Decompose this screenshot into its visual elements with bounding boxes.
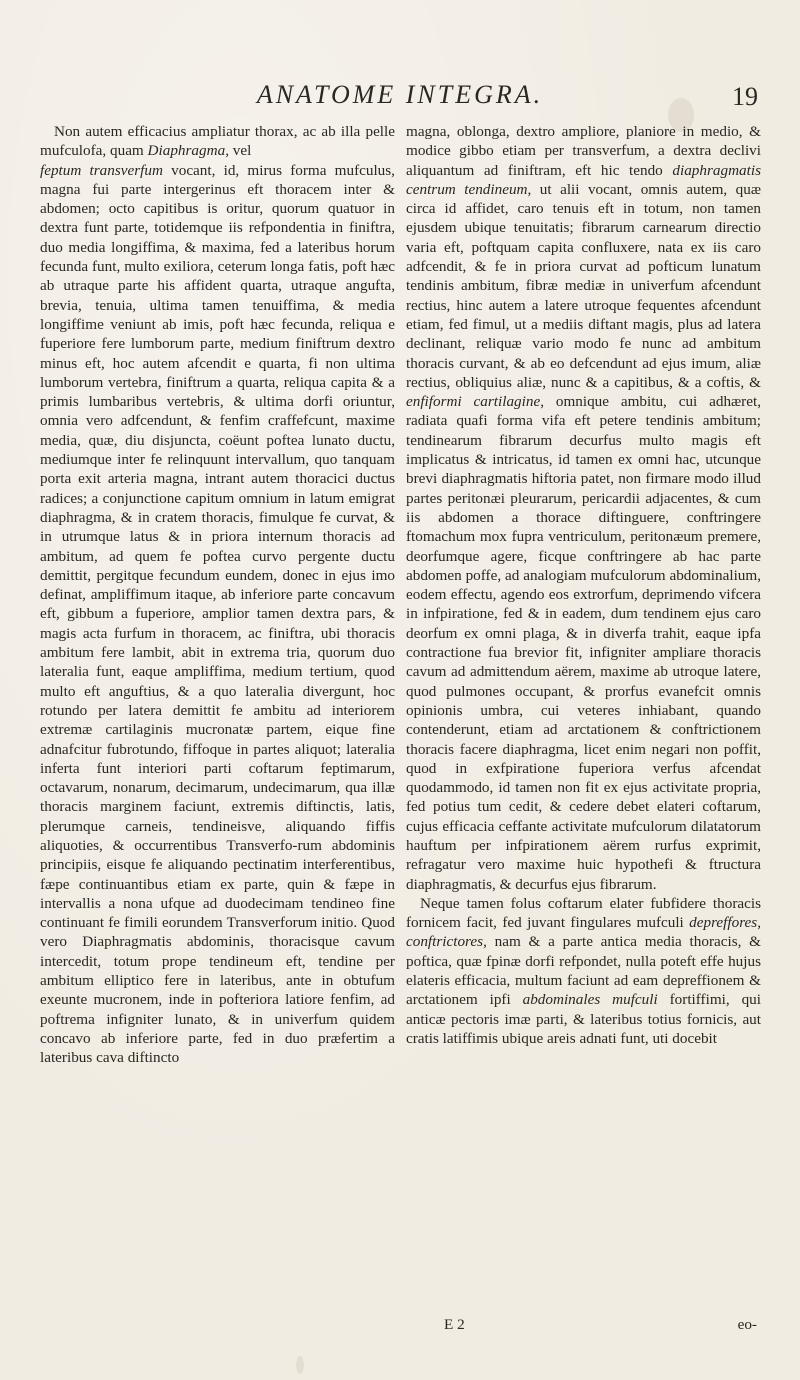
italic-term: Diaphragma — [147, 142, 226, 160]
catchword: eo- — [737, 1316, 757, 1333]
text-run: , nam & a parte antica media thoracis, & poftica, quæ fpinæ dorfi refpondet, nulla poteft effe hujus elateris efficacia, multum faciunt ad eam depreffionem & arctationem ipfi — [406, 933, 761, 1009]
left-column — [40, 122, 395, 1068]
italic-term: depreffores — [689, 914, 758, 932]
page-footer — [406, 1316, 761, 1336]
running-title: ANATOME INTEGRA. — [256, 80, 544, 109]
text-run: Neque tamen folus coftarum elater fubfidere thoracis fornicem facit, fed juvant fingulares mufculi — [406, 894, 761, 932]
text-run: , omnique ambitu, cui adhæret, radiata quafi forma vifa eft petere tendinis ambitum; tendinearum fibrarum decurfus multo magis eft implicatus & intricatus, id tamen ex omni hac, utcunque brevi diaphragmatis hiftoria patet, non firmare modo illud partes peritonæi pleurarum, pericardii adjacentes, & cum iis abdomen a thorace diftinguere, conftringere ftomachum mox fupra ventriculum, peritonæum premere, deorfumque agere, ficque conftringere ab hac parte abdomen poffe, ad analogiam mufculorum abdominalium, eodem effectu, agendo eos extrorfum, deprimendo vifcera in infpiratione, fed & in eadem, dum tendinem ejus caro deorfum ex omni plaga, & in diverfa trahit, eaque ipfa contractione fua brevior fit, infigniter ampliare thoracis cavum ad admittendum aërem, maxime ab utroque latere, quod pulmones occupant, & prorfus evanefcit omnis opinionis umbra, cui veteres inhiabant, quando contenderunt, etiam ad arctationem & conftrictionem thoracis facere diaphragma, licet enim negari non poffit, quod in exfpiratione fuperiora verfus afcendat quodammodo, id tamen non fit ex ejus activitate propria, fed potius tum cedit, & cedere debet elateri coftarum, cujus efficacia ceffante activitate mufculorum dilatatorum hauftum per infpirationem aërem rurfus exprimit, refragatur vero maxime huic hypothefi & ftructura diaphragmatis, & decurfus ejus fibrarum. — [406, 393, 761, 893]
italic-term: enfiformi cartilagine — [406, 393, 541, 411]
text-run: magna, oblonga, dextro ampliore, planiore in medio, & modice gibbo etiam per transverfum, a dextra declivi aliquantum ad finiftram, eft hic tendo — [406, 123, 761, 179]
signature-mark: E 2 — [444, 1316, 465, 1333]
paragraph — [40, 122, 395, 161]
page-number: 19 — [732, 82, 758, 111]
italic-term: feptum transverfum — [40, 161, 163, 179]
text-run: Non autem efficacius ampliatur thorax, ac ab illa pelle mufculofa, quam — [40, 123, 395, 160]
italic-term: abdominales mufculi — [522, 991, 658, 1009]
paragraph-continued — [40, 161, 395, 1068]
text-run: , — [757, 914, 761, 932]
text-run: , vel — [225, 142, 252, 160]
running-head — [0, 80, 800, 120]
text-run: fortiffimi, qui anticæ pectoris imæ parti, & lateribus totius fornicis, aut cratis latiffimis ubique areis adnati funt, uti docebit — [406, 991, 761, 1047]
text-run: , ut alii vocant, omnis autem, quæ circa id affidet, caro tenuis eft in totum, non tamen ejusdem ubique tenuitatis; fibrarum carnearum directio varia eft, poftquam capita confluxere, nata ex iis caro adfcendit, & fe in priora curvat ad pofticum lunatum tendinis ambitum, fibræ mediæ in univerfum afcendunt rectius, hinc autem a latere utroque fequentes afcendunt etiam, fed fimul, ut a mediis diftant magis, plus ad latera declinant, reliquæ vario modo fe nunc ad ambitum thoracis curvant, & ab eo defcendunt ad ejus imum, aliæ rectius, obliquius aliæ, nunc & a capitibus, & a coftis, & — [406, 180, 761, 391]
paragraph-continued — [406, 122, 761, 894]
italic-term: conftrictores — [406, 933, 484, 951]
text-run: vocant, id, mirus forma mufculus, magna fui parte intergerinus eft thoracem inter & abdomen; octo capitibus is oritur, quorum quatuor in dextra funt parte, totidemque iis refpondentia in finiftra, duo media longiffima, & maxima, fed a lateribus horum fecunda funt, multo exiliora, ceterum longa fatis, poft hæc ab utraque parte his affident quarta, utraque angufta, brevia, tenuia, ultima tamen tenuiffima, & media longiffime veniunt ab imis, poft hæc fecunda, reliqua e fuperiore fere lumborum parte, medium finiftrum dextro minus eft, hoc autem afcendit e quarta, fi non ultima lumborum vertebra, finiftrum a quarta, reliqua capita & a primis lumbaribus vertebris, & ultima dorfi oriuntur, omnia vero adfcendunt, & fenfim craffefcunt, maxime media, quæ, diu disjuncta, coëunt poftea lunato ductu, mediumque inter fe relinquunt intervallum, quo tanquam porta exit arteria magna, intrant autem thoracici ductus radices; a conjunctione capitum omnium in latum emigrat diaphragma, & in cratem thoracis, fimulque fe curvat, & in utrumque latus & in priora internum thoracis ad ambitum, ad quem fe poftea curvo pergente ductu demittit, pergitque fecundum eundem, donec in ejus imo definat, ampliffimum itaque, ab inferiore parte concavum eft, gibbum a fuperiore, amplior tamen dextra pars, & magis acta furfum in thoracem, ac finiftra, ubi thoracis ambitum fere lambit, abit in extrema tria, quorum duo lateralia funt, eaque ampliffima, medium tertium, quod multo eft anguftius, & a quo lateralia divergunt, hoc rotundo per latera demittit fe ambitu ad interiorem extremæ cartilaginis mucronatæ partem, eique fine adnafcitur fubrotundo, fiffoque in partes aliquot; lateralia inferta funt interiori parti coftarum feptimarum, octavarum, nonarum, decimarum, undecimarum, qua illæ thoracis marginem faciunt, extremis diftinctis, latis, plerumque carneis, tendineisve, aliquando fiffis aliquoties, & occurrentibus Transverfo-rum abdominis principiis, eisque fe aliquando pectinatim interferentibus, fæpe continuantibus etiam ex parte, quin & fæpe in intervallis a nona ufque ad duodecimam tendineo fine continuant fe fimili eorundem Transverforum initio. Quod vero Diaphragmatis abdominis, thoracisque cavum intercedit, totum prope tendineum eft, tendine per ambitum elliptico fere in lateribus, ante in obtufum exeunte mucronem, inde in pofteriora latiore fenfim, ad poftrema infigniter lunato, & in univerfum quidem concavo ab inferiore parte, fed in duo præfertim a lateribus cava diftincto — [40, 161, 395, 1067]
paper-stain — [296, 1356, 304, 1374]
italic-term: diaphragmatis centrum tendineum — [406, 161, 761, 198]
paragraph — [406, 894, 761, 1048]
right-column — [406, 122, 761, 1048]
